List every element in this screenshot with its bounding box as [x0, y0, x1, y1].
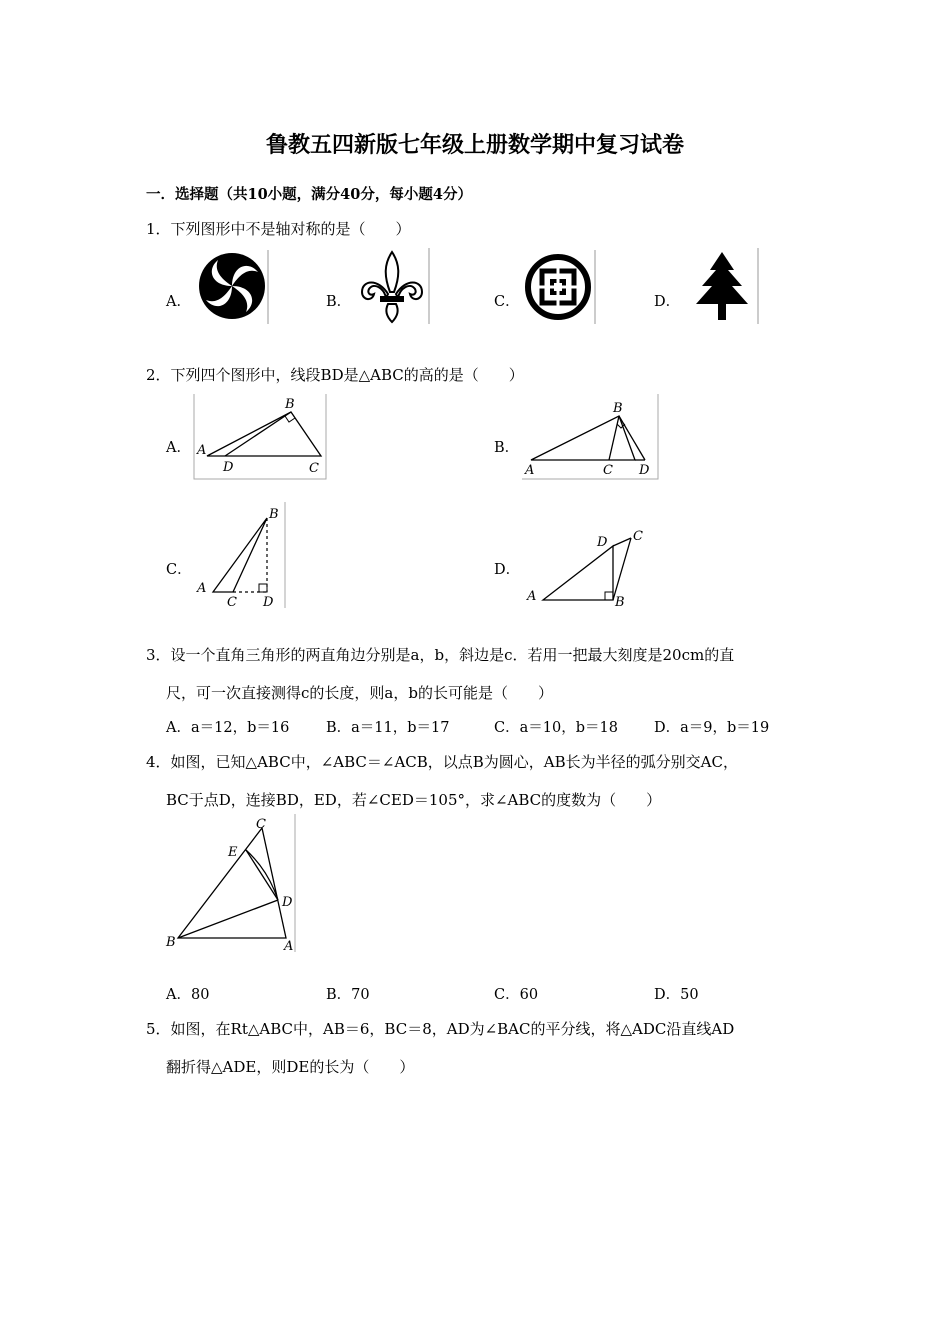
question-5-line-2: 翻折得△ADE，则DE的长为（ ）: [166, 1058, 415, 1076]
q2-option-d-label: D．: [494, 562, 521, 578]
q1-option-b-label: B．: [326, 294, 352, 310]
q4-label-c: C: [256, 817, 266, 832]
q2a-label-a: A: [197, 443, 207, 458]
q2d-label-d: D: [597, 535, 608, 550]
q2a-label-c: C: [309, 461, 319, 476]
q2d-label-b: B: [615, 595, 625, 610]
q2-option-b-label: B．: [494, 440, 520, 456]
q2c-label-a: A: [197, 581, 207, 596]
q2d-label-a: A: [527, 589, 537, 604]
question-5-line-1: 5．如图，在Rt△ABC中，AB＝6，BC＝8，AD为∠BAC的平分线，将△ADC沿直线AD: [146, 1020, 735, 1038]
q4-option-a: A．80: [166, 987, 210, 1003]
q4-label-e: E: [228, 845, 238, 860]
question-1-stem: 1．下列图形中不是轴对称的是（ ）: [146, 220, 411, 238]
question-4-line-1: 4．如图，已知△ABC中，∠ABC＝∠ACB，以点B为圆心，AB长为半径的弧分别交AC，: [146, 753, 738, 771]
q1-option-a-label: A．: [166, 294, 191, 310]
q3-option-d: D．a＝9，b＝19: [654, 720, 770, 736]
q4-label-a: A: [284, 939, 294, 954]
q2-option-a-label: A．: [166, 440, 191, 456]
page-title: 鲁教五四新版七年级上册数学期中复习试卷: [265, 132, 684, 158]
q2b-label-c: C: [603, 463, 613, 478]
q4-label-b: B: [166, 935, 176, 950]
q2c-label-c: C: [227, 595, 237, 610]
section-heading: 一．选择题（共10小题，满分40分，每小题4分）: [146, 186, 472, 203]
question-3-line-2: 尺，可一次直接测得c的长度，则a，b的长可能是（ ）: [166, 684, 553, 702]
q2a-label-b: B: [285, 397, 295, 412]
pinwheel-symbol-icon: [196, 250, 270, 324]
question-3-line-1: 3．设一个直角三角形的两直角边分别是a，b，斜边是c．若用一把最大刻度是20cm的直: [146, 646, 735, 664]
q2c-label-d: D: [263, 595, 274, 610]
q4-figure: [164, 814, 298, 954]
q3-option-c: C．a＝10，b＝18: [494, 720, 618, 736]
q2c-label-b: B: [269, 507, 279, 522]
question-2-stem: 2．下列四个图形中，线段BD是△ABC的高的是（ ）: [146, 366, 524, 384]
bank-logo-symbol-icon: [522, 250, 596, 324]
q3-option-b: B．a＝11，b＝17: [326, 720, 450, 736]
q2b-label-d: D: [639, 463, 650, 478]
q2b-label-b: B: [613, 401, 623, 416]
q2-figure-b: [521, 394, 659, 480]
question-4-line-2: BC于点D，连接BD，ED，若∠CED＝105°，求∠ABC的度数为（ ）: [166, 791, 662, 809]
q2-option-c-label: C．: [166, 562, 192, 578]
q4-option-b: B．70: [326, 987, 370, 1003]
q1-option-c-label: C．: [494, 294, 520, 310]
q2d-label-c: C: [633, 529, 643, 544]
q2-figure-c: [193, 502, 287, 610]
q3-option-a: A．a＝12，b＝16: [166, 720, 290, 736]
q2-figure-d: [521, 526, 651, 612]
q4-label-d: D: [282, 895, 293, 910]
q2b-label-a: A: [525, 463, 535, 478]
fleur-de-lis-symbol-icon: [354, 248, 430, 324]
q1-option-d-label: D．: [654, 294, 681, 310]
q2-figure-a: [193, 394, 327, 480]
pine-tree-symbol-icon: [684, 248, 760, 324]
q2a-label-d: D: [223, 460, 234, 475]
q4-option-d: D．50: [654, 987, 699, 1003]
q4-option-c: C．60: [494, 987, 539, 1003]
